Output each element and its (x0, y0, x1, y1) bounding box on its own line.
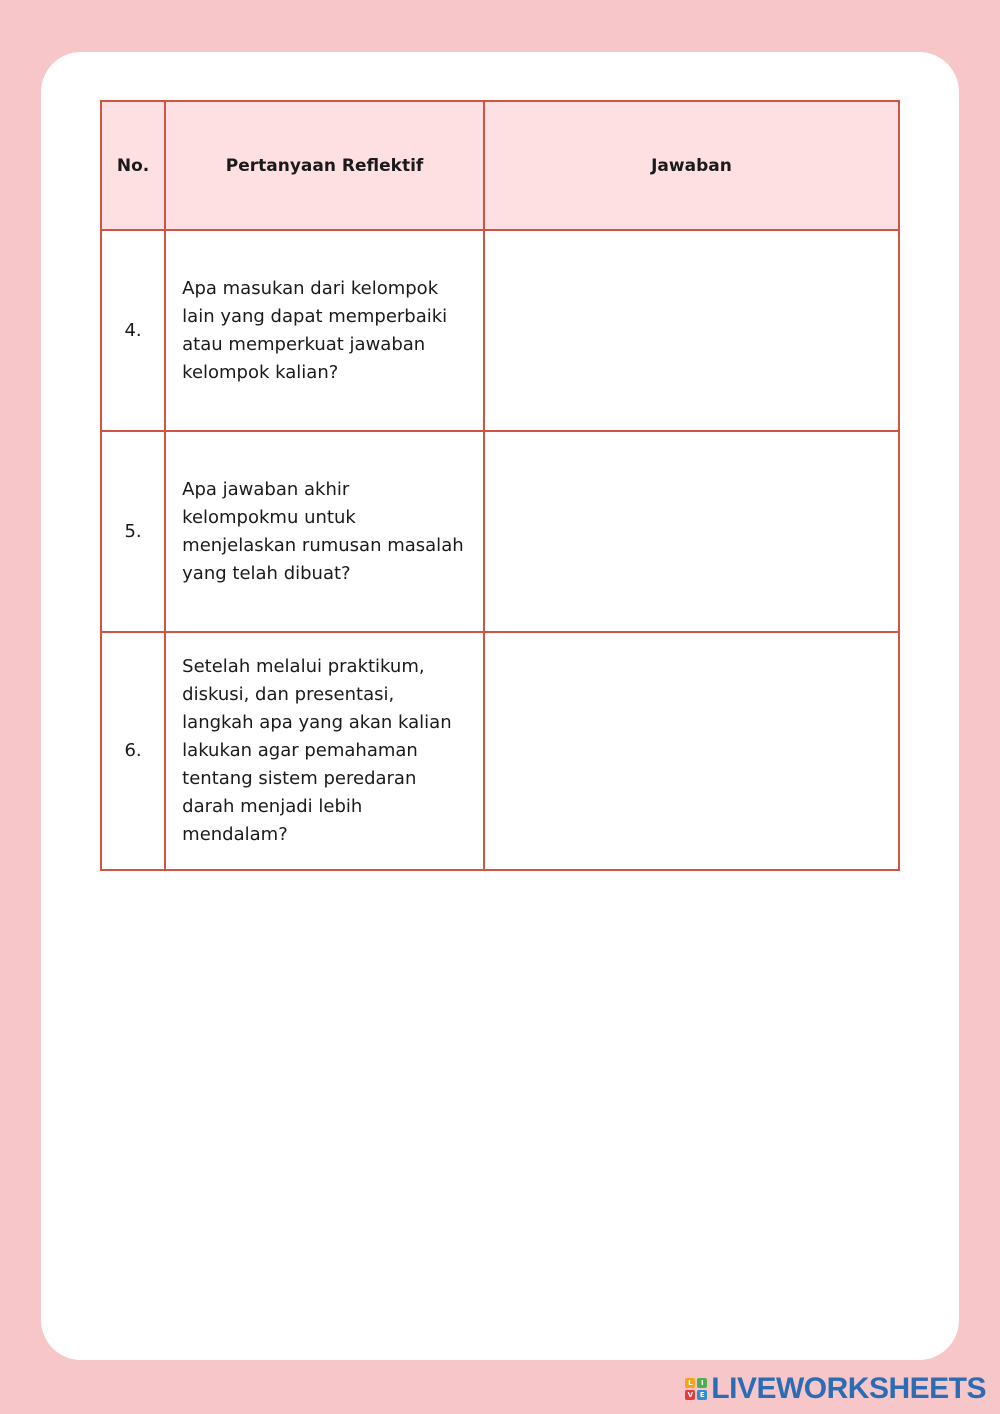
table-row (101, 431, 899, 632)
liveworksheets-brand (685, 1372, 986, 1406)
row-number: 4. (101, 230, 165, 431)
logo-letter: I (697, 1378, 707, 1388)
row-question: Apa masukan dari kelompok lain yang dapat memperbaiki atau memperkuat jawaban kelompok kalian? (165, 230, 484, 431)
liveworksheets-logo-icon (685, 1378, 707, 1400)
reflection-table (100, 100, 900, 871)
logo-letter: L (685, 1378, 695, 1388)
table-row (101, 632, 899, 870)
logo-letter: E (697, 1390, 707, 1400)
brand-name: LIVEWORKSHEETS (711, 1372, 986, 1405)
header-no: No. (101, 101, 165, 230)
header-question: Pertanyaan Reflektif (165, 101, 484, 230)
logo-letter: V (685, 1390, 695, 1400)
answer-field[interactable] (484, 431, 899, 632)
answer-field[interactable] (484, 230, 899, 431)
table-row (101, 230, 899, 431)
header-answer: Jawaban (484, 101, 899, 230)
row-question: Setelah melalui praktikum, diskusi, dan presentasi, langkah apa yang akan kalian lakukan agar pemahaman tentang sistem peredaran darah menjadi lebih mendalam? (165, 632, 484, 870)
row-question: Apa jawaban akhir kelompokmu untuk menjelaskan rumusan masalah yang telah dibuat? (165, 431, 484, 632)
table-header-row (101, 101, 899, 230)
answer-field[interactable] (484, 632, 899, 870)
row-number: 5. (101, 431, 165, 632)
row-number: 6. (101, 632, 165, 870)
